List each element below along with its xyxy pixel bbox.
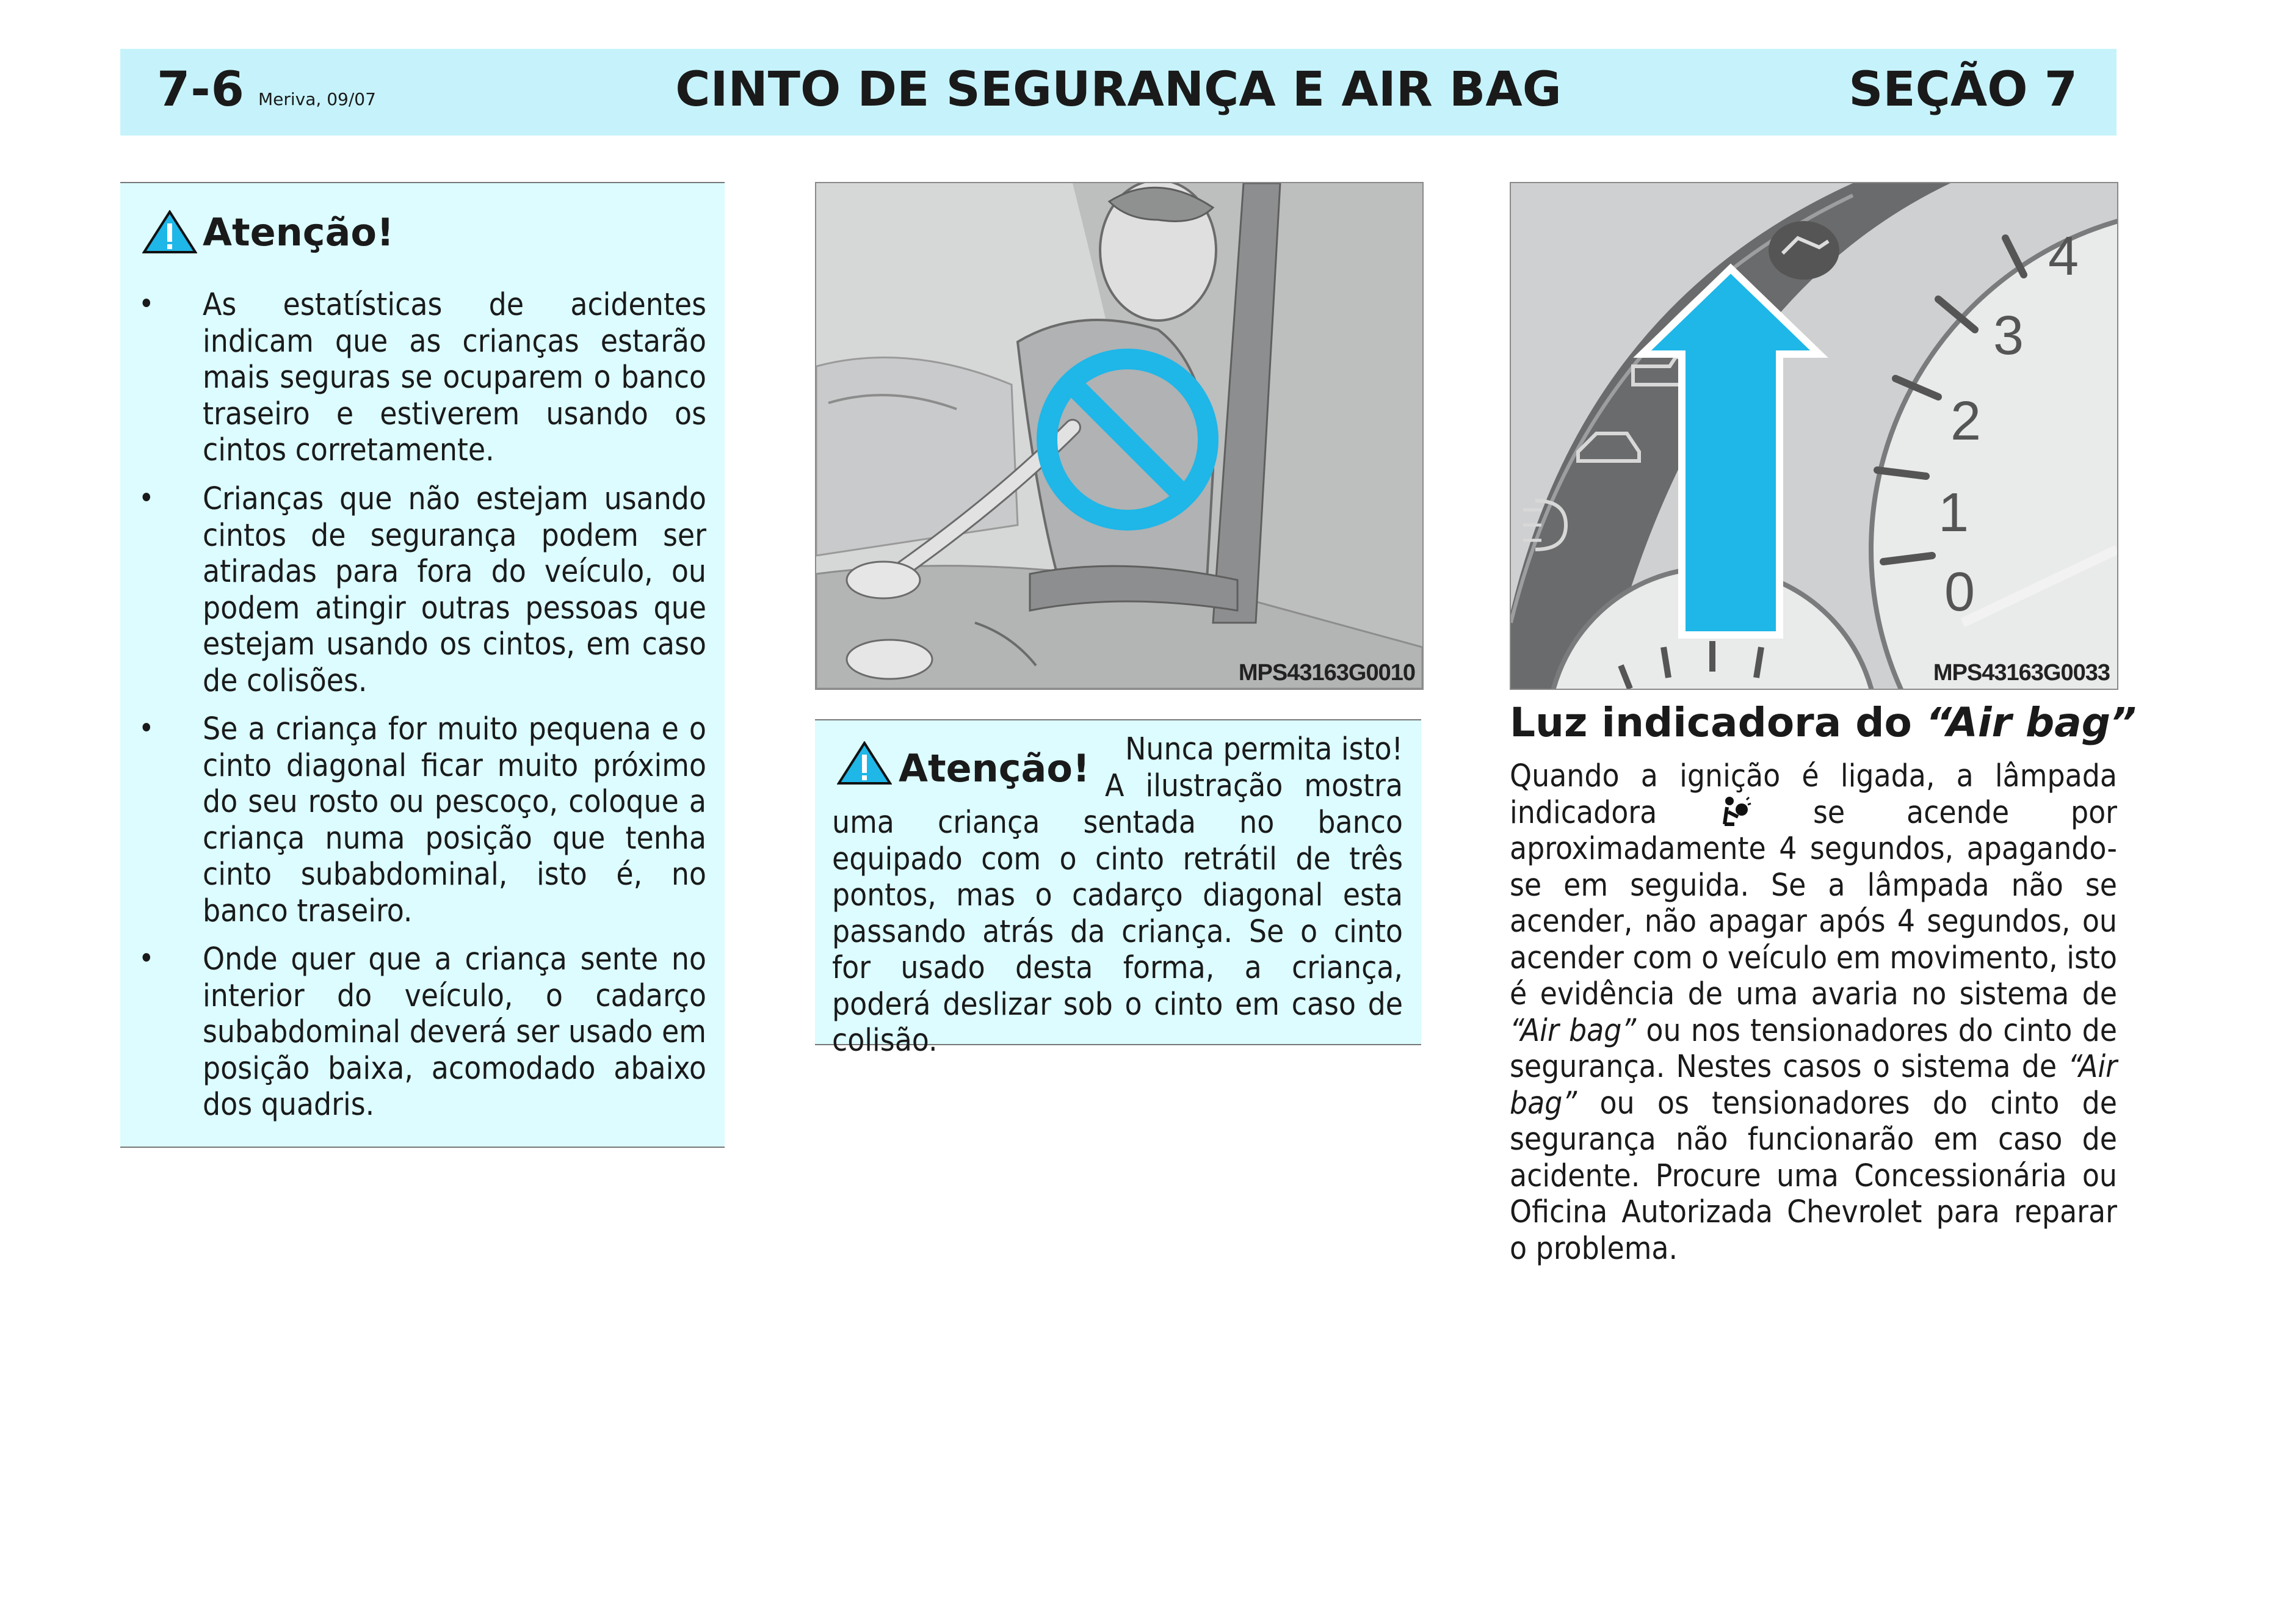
warning-title: Atenção! [899, 746, 1090, 791]
illustration-instrument-cluster [1510, 182, 2118, 690]
warning-triangle-icon [837, 741, 892, 785]
bullet: • [139, 481, 154, 515]
svg-text:4: 4 [2048, 226, 2079, 287]
warning-title: Atenção! [203, 210, 394, 255]
warning-line-1: Nunca permita isto! [1125, 731, 1403, 767]
list-item-text: Crianças que não estejam usando cintos de segurança podem ser atiradas para fora do veículo, ou podem atingir outras pessoas que estejam usando os cintos, em caso de colisões. [203, 481, 706, 699]
paragraph-part: ou os tensionadores do cinto de segurança não funcionarão em caso de acidente. Procure uma Concessionária ou Oficina Autorizada Chevrolet para reparar o problema. [1510, 1085, 2117, 1267]
svg-text:2: 2 [1950, 391, 1982, 452]
dashboard-illustration [1511, 183, 2117, 689]
list-item-text: Se a criança for muito pequena e o cinto diagonal ficar muito próximo do seu rosto ou pescoço, coloque a criança numa posição que tenha cinto subabdominal, isto é, no banco traseiro. [203, 711, 706, 929]
list-item-text: As estatísticas de acidentes indicam que as crianças estarão mais seguras se ocuparem o banco traseiro e estiverem usando os cintos corretamente. [203, 287, 706, 468]
page-title: CINTO DE SEGURANÇA E AIR BAG [675, 62, 1562, 117]
airbag-section-heading [1510, 699, 2137, 746]
svg-text:0: 0 [1944, 562, 1975, 623]
warning-box-never-allow [815, 719, 1421, 1059]
document-reference: Meriva, 09/07 [258, 89, 376, 109]
bullet: • [139, 711, 154, 745]
warning-triangle-icon [142, 210, 197, 254]
section-label: SEÇÃO 7 [1849, 62, 2077, 117]
bullet: • [139, 941, 154, 976]
list-item-text: Onde quer que a criança sente no interior do veículo, o cadarço subabdominal deverá ser usado em posição baixa, acomodado abaixo dos quadris. [203, 941, 706, 1123]
heading-airbag-term: “Air bag” [1925, 699, 2137, 746]
page-header [120, 49, 2117, 136]
svg-text:1: 1 [1938, 482, 1969, 543]
warning-body: uma criança sentada no banco equipado com o cinto retrátil de três pontos, mas o cadarço diagonal esta passando atrás da criança. Se o cinto for usado desta forma, a criança, poderá deslizar sob o cinto em caso de colisão. [832, 805, 1403, 1059]
heading-text: Luz indicadora do [1510, 699, 1926, 746]
svg-text:3: 3 [1993, 305, 2024, 366]
airbag-term: “Air bag” [1510, 1049, 2117, 1122]
child-seat-illustration [816, 183, 1422, 689]
airbag-indicator-icon [1718, 795, 1751, 828]
paragraph-part: Quando a ignição é ligada, a lâmpada indicadora [1510, 758, 2117, 831]
airbag-term: “Air bag” [1510, 1012, 1637, 1049]
airbag-section-body [1510, 758, 2117, 1267]
paragraph-part: ou nos tensionadores do cinto de segurança. Nestes casos o sistema de [1510, 1012, 2117, 1085]
warning-box-children-safety [120, 182, 725, 1148]
illustration-child-incorrect-belt [815, 182, 1424, 690]
paragraph-part: se acende por aproximadamente 4 segundos, apagando-se em seguida. Se a lâmpada não se acender, não apagar após 4 segundos, ou acender com o veículo em movimento, isto é evidência de uma avaria no sistema de [1510, 794, 2118, 1012]
warning-line-2: A ilustração mostra [1105, 768, 1403, 804]
bullet: • [139, 287, 154, 321]
page-number: 7-6 [157, 62, 245, 117]
figure-code: MPS43163G0010 [1238, 660, 1415, 686]
figure-code: MPS43163G0033 [1933, 660, 2110, 686]
